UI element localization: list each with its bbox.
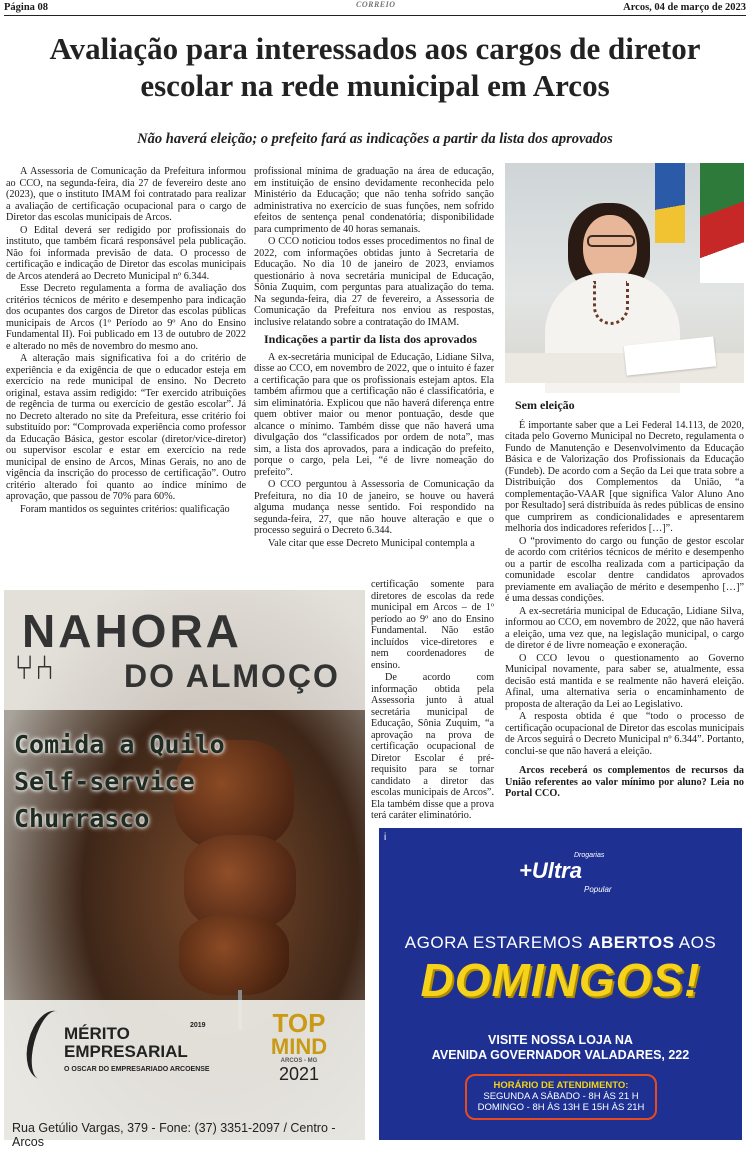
restaurant-address: Rua Getúlio Vargas, 379 - Fone: (37) 3351-2097 / Centro - Arcos bbox=[12, 1121, 336, 1149]
paragraph: Vale citar que esse Decreto Municipal contempla a bbox=[268, 537, 475, 549]
pharmacy-ad[interactable] bbox=[379, 828, 742, 1140]
restaurant-ad[interactable] bbox=[4, 590, 365, 1149]
photo-glasses bbox=[587, 235, 635, 247]
secretary-photo bbox=[505, 163, 744, 383]
flag bbox=[655, 163, 685, 243]
masthead-logo: CORREIO bbox=[356, 0, 396, 9]
paragraph: É importante saber que a Lei Federal 14.113, de 2020, citada pelo Governo Municipal no Decreto, regulamenta o Fundo de Manutenção e Desenvolvimento da Educação Básica e de Valorização dos Profissionais da Educação (Fundeb). De acordo com a Seção da Lei que trata sobre a Distribuição dos Complementos da União, “a complementação-VAAR [que significa Valor Aluno Ano por Resultado] será distribuída às redes públicas de ensino que cumprirem as condicionalidades e apresentarem melhoria dos indicadores referidos […]”. bbox=[505, 419, 744, 534]
award-year: 2019 bbox=[190, 1022, 206, 1029]
hours-sunday: DOMINGO - 8H ÀS 13H E 15H ÀS 21H bbox=[477, 1102, 645, 1113]
pharmacy-suffix: Popular bbox=[584, 885, 612, 894]
award-place: ARCOS - MG bbox=[280, 1058, 318, 1064]
paragraph: O CCO noticiou todos esses procedimentos no final de 2022, com informações obtidas junto à Secretaria de Educação. No dia 10 de janeiro de 2023, enviamos questionário à nova secretária municipal de Educação, Sônia Zuquim, com perguntas para atualização do tema. Na segunda-feira, dia 27 de fevereiro, a Assessoria de Comunicação da Prefeitura nos enviou as respostas, inclusive relatando sobre a contratação do IMAM. bbox=[254, 236, 494, 328]
paragraph: Foram mantidos os seguintes critérios: qualificação bbox=[20, 503, 230, 515]
paragraph: certificação somente para diretores de escolas da rede municipal em Arcos – de 1º período ao 9º ano do Ensino Fundamental. Não estão incluídos vice-diretores e nem coordenadores de ensino. bbox=[371, 579, 494, 671]
store-address bbox=[379, 1033, 742, 1063]
announcement-line bbox=[379, 933, 742, 953]
restaurant-logo-line2: DO ALMOÇO bbox=[124, 658, 340, 694]
opening-hours-box bbox=[465, 1074, 657, 1120]
page-date: Arcos, 04 de março de 2023 bbox=[623, 2, 746, 13]
paragraph: O Edital deverá ser redigido por profissionais do instituto, que também ficará responsável pela publicação. Não foi informada previsão de data. O processo de certificação e indicação de Diretor das escolas municipais de Arcos atenderá ao Decreto Municipal nº 6.344. bbox=[6, 224, 246, 282]
paragraph: A ex-secretária municipal de Educação, Lidiane Silva, informou ao CCO, em novembro de 2022, que não haverá a eleição, uma vez que, na legislação municipal, o cargo de diretor é de livre nomeação e exoneração. bbox=[505, 605, 744, 651]
article-column-2 bbox=[254, 166, 494, 550]
paragraph: A alteração mais significativa foi a do critério de experiência e da exigência de que o educador esteja em exercício na rede municipal de ensino. No Decreto original, estava assim redigido: “Ter exercido atribuições de regência de turma ou exercício de gestão escolar”. Já no Decreto alterado no site da Prefeitura, esse critério foi substituído por: “Comprovada experiência como professor da Educação Básica, gestor escolar (diretor/vice-diretor) ou supervisor escolar e estar em exercício na rede municipal de ensino de Arcos, Minas Gerais, no ano de vigência da inscrição do processo de certificação”. Outro critério alterado foi quanto ao índice mínimo de aprovação, que passou de 70% para 60%. bbox=[6, 353, 246, 502]
photo-face bbox=[583, 215, 637, 281]
hours-title: HORÁRIO DE ATENDIMENTO: bbox=[493, 1080, 629, 1091]
page-number: Página 08 bbox=[4, 2, 49, 13]
announcement-post: AOS bbox=[678, 933, 717, 952]
award-mind: MIND bbox=[270, 1034, 328, 1059]
paragraph: O CCO perguntou à Assessoria de Comunicação da Prefeitura, no dia 10 de janeiro, se houve ou haverá alguma mudança nesse sentido. Foi respondido na segunda-feira, 27, que não houve alteração e que o processo seguirá o Decreto 6.344. bbox=[254, 479, 494, 536]
paragraph: O “provimento do cargo ou função de gestor escolar de acordo com critérios técnicos de mérito e desempenho ou a partir de escolha realizada com a participação da comunidade escolar dentre candidatos aprovados previamente em avaliação de mérito e desempenho […]” é uma dessas condições. bbox=[505, 535, 744, 604]
section-heading: Sem eleição bbox=[515, 398, 575, 412]
paragraph: A ex-secretária municipal de Educação, Lidiane Silva, disse ao CCO, em novembro de 2022, que o intuito é fazer a certificação para que os profissionais estejam aptos. Ela também afirmou que a certificação não é classificatória, e sim eliminatória. Explicou que não haverá diferença entre quem obtiver maior ou menor pontuação, desde que alcance o mínimo. Também disse que não haverá uma divulgação dos “classificados por ordem de nota”, mas sim, a lista dos aprovados, para a indicação do prefeito, porque o cargo, pela Lei, “é de livre nomeação do prefeito”. bbox=[254, 351, 494, 478]
article-column-3 bbox=[505, 400, 744, 801]
article-subhead: Não haverá eleição; o prefeito fará as indicações a partir da lista dos aprovados bbox=[137, 131, 613, 147]
award-subtitle: EMPRESARIAL bbox=[64, 1042, 188, 1061]
merito-empresarial-award bbox=[64, 1025, 210, 1079]
flag bbox=[700, 163, 744, 283]
paragraph: A resposta obtida é que “todo o processo de certificação ocupacional de Diretor das escolas municipais de Arcos seguirá o Decreto Municipal nº 6.344”. Portanto, conclui-se que não haverá a eleição. bbox=[505, 711, 744, 757]
visit-line: AVENIDA GOVERNADOR VALADARES, 222 bbox=[431, 1048, 690, 1062]
sunday-banner: DOMINGOS! bbox=[420, 954, 701, 1006]
article-headline: Avaliação para interessados aos cargos de diretor escolar na rede municipal em Arcos bbox=[49, 31, 701, 103]
announcement-pre: AGORA ESTAREMOS bbox=[404, 933, 583, 952]
info-icon: i bbox=[384, 832, 387, 843]
award-top: TOP bbox=[272, 1008, 326, 1038]
announcement-bold: ABERTOS bbox=[588, 933, 675, 952]
section-heading: Indicações a partir da lista dos aprovados bbox=[264, 332, 477, 346]
paragraph: Esse Decreto regulamenta a forma de avaliação dos critérios técnicos de mérito e desempenho para indicação dos ocupantes dos cargos de Diretor das escolas públicas municipais de Arcos (1º Período ao 9º Ano do Ensino Fundamental II). Foi publicado em 13 de outubro de 2022 e alterado no mês de novembro do mesmo ano. bbox=[6, 283, 246, 352]
paragraph: A Assessoria de Comunicação da Prefeitura informou ao CCO, na segunda-feira, dia 27 de fevereiro deste ano (2023), que o instituto IMAM foi contratado para realizar a avaliação de certificação ocupacional para o cargo de Diretor das escolas municipais de Arcos. bbox=[6, 166, 246, 223]
paragraph: profissional mínima de graduação na área de educação, em instituição de ensino devidamente reconhecida pelo Ministério da Educação; que não tenha sofrido sanção administrativa no exercício de suas funções, nem sofrido efeitos de sentença penal condenatória; disponibilidade para cumprimento de 40 horas semanais. bbox=[254, 166, 494, 235]
fork-knife-icon: ⑂⑃ bbox=[14, 650, 55, 687]
menu-item: Comida a Quilo bbox=[14, 730, 225, 759]
paragraph: O CCO levou o questionamento ao Governo Municipal novamente, para saber se, atualmente, essa decisão está mantida e se realmente não haverá eleição. Afinal, uma alternativa seria o encaminhamento de proposta de alteração da Lei ao Legislativo. bbox=[505, 652, 744, 710]
article-column-2-narrow bbox=[371, 579, 494, 823]
photo-necklace bbox=[593, 281, 629, 325]
restaurant-menu bbox=[14, 726, 225, 837]
related-link-teaser[interactable]: Arcos receberá os complementos de recursos da União referentes ao valor mínimo por aluno? Leia no Portal CCO. bbox=[505, 765, 744, 799]
menu-item: Churrasco bbox=[14, 804, 150, 833]
menu-item: Self-service bbox=[14, 767, 195, 796]
hours-weekdays: SEGUNDA A SÁBADO - 8H ÀS 21 H bbox=[483, 1091, 639, 1102]
meat-image bbox=[179, 915, 289, 995]
paragraph: De acordo com informação obtida pela Assessoria junto à atual secretária municipal de Educação, Sônia Zuquim, “a aprovação na prova de certificação ocupacional de Diretor Escolar é pré-requisito para se tornar candidato a diretor das escolas municipais de Arcos”. Ela também disse que a prova terá caráter eliminatório. bbox=[371, 672, 494, 821]
award-title: MÉRITO bbox=[64, 1024, 130, 1043]
award-tagline: O OSCAR DO EMPRESARIADO ARCOENSE bbox=[64, 1066, 210, 1073]
page-header bbox=[4, 0, 746, 16]
award-year: 2021 bbox=[278, 1064, 320, 1084]
article-column-1 bbox=[6, 166, 246, 516]
restaurant-logo-line1: NAHORA bbox=[22, 605, 242, 657]
top-mind-award bbox=[259, 1010, 339, 1085]
visit-line: VISITE NOSSA LOJA NA bbox=[488, 1033, 633, 1047]
pharmacy-prefix: Drogarias bbox=[574, 852, 605, 859]
pharmacy-logo: +Ultra bbox=[519, 858, 582, 883]
